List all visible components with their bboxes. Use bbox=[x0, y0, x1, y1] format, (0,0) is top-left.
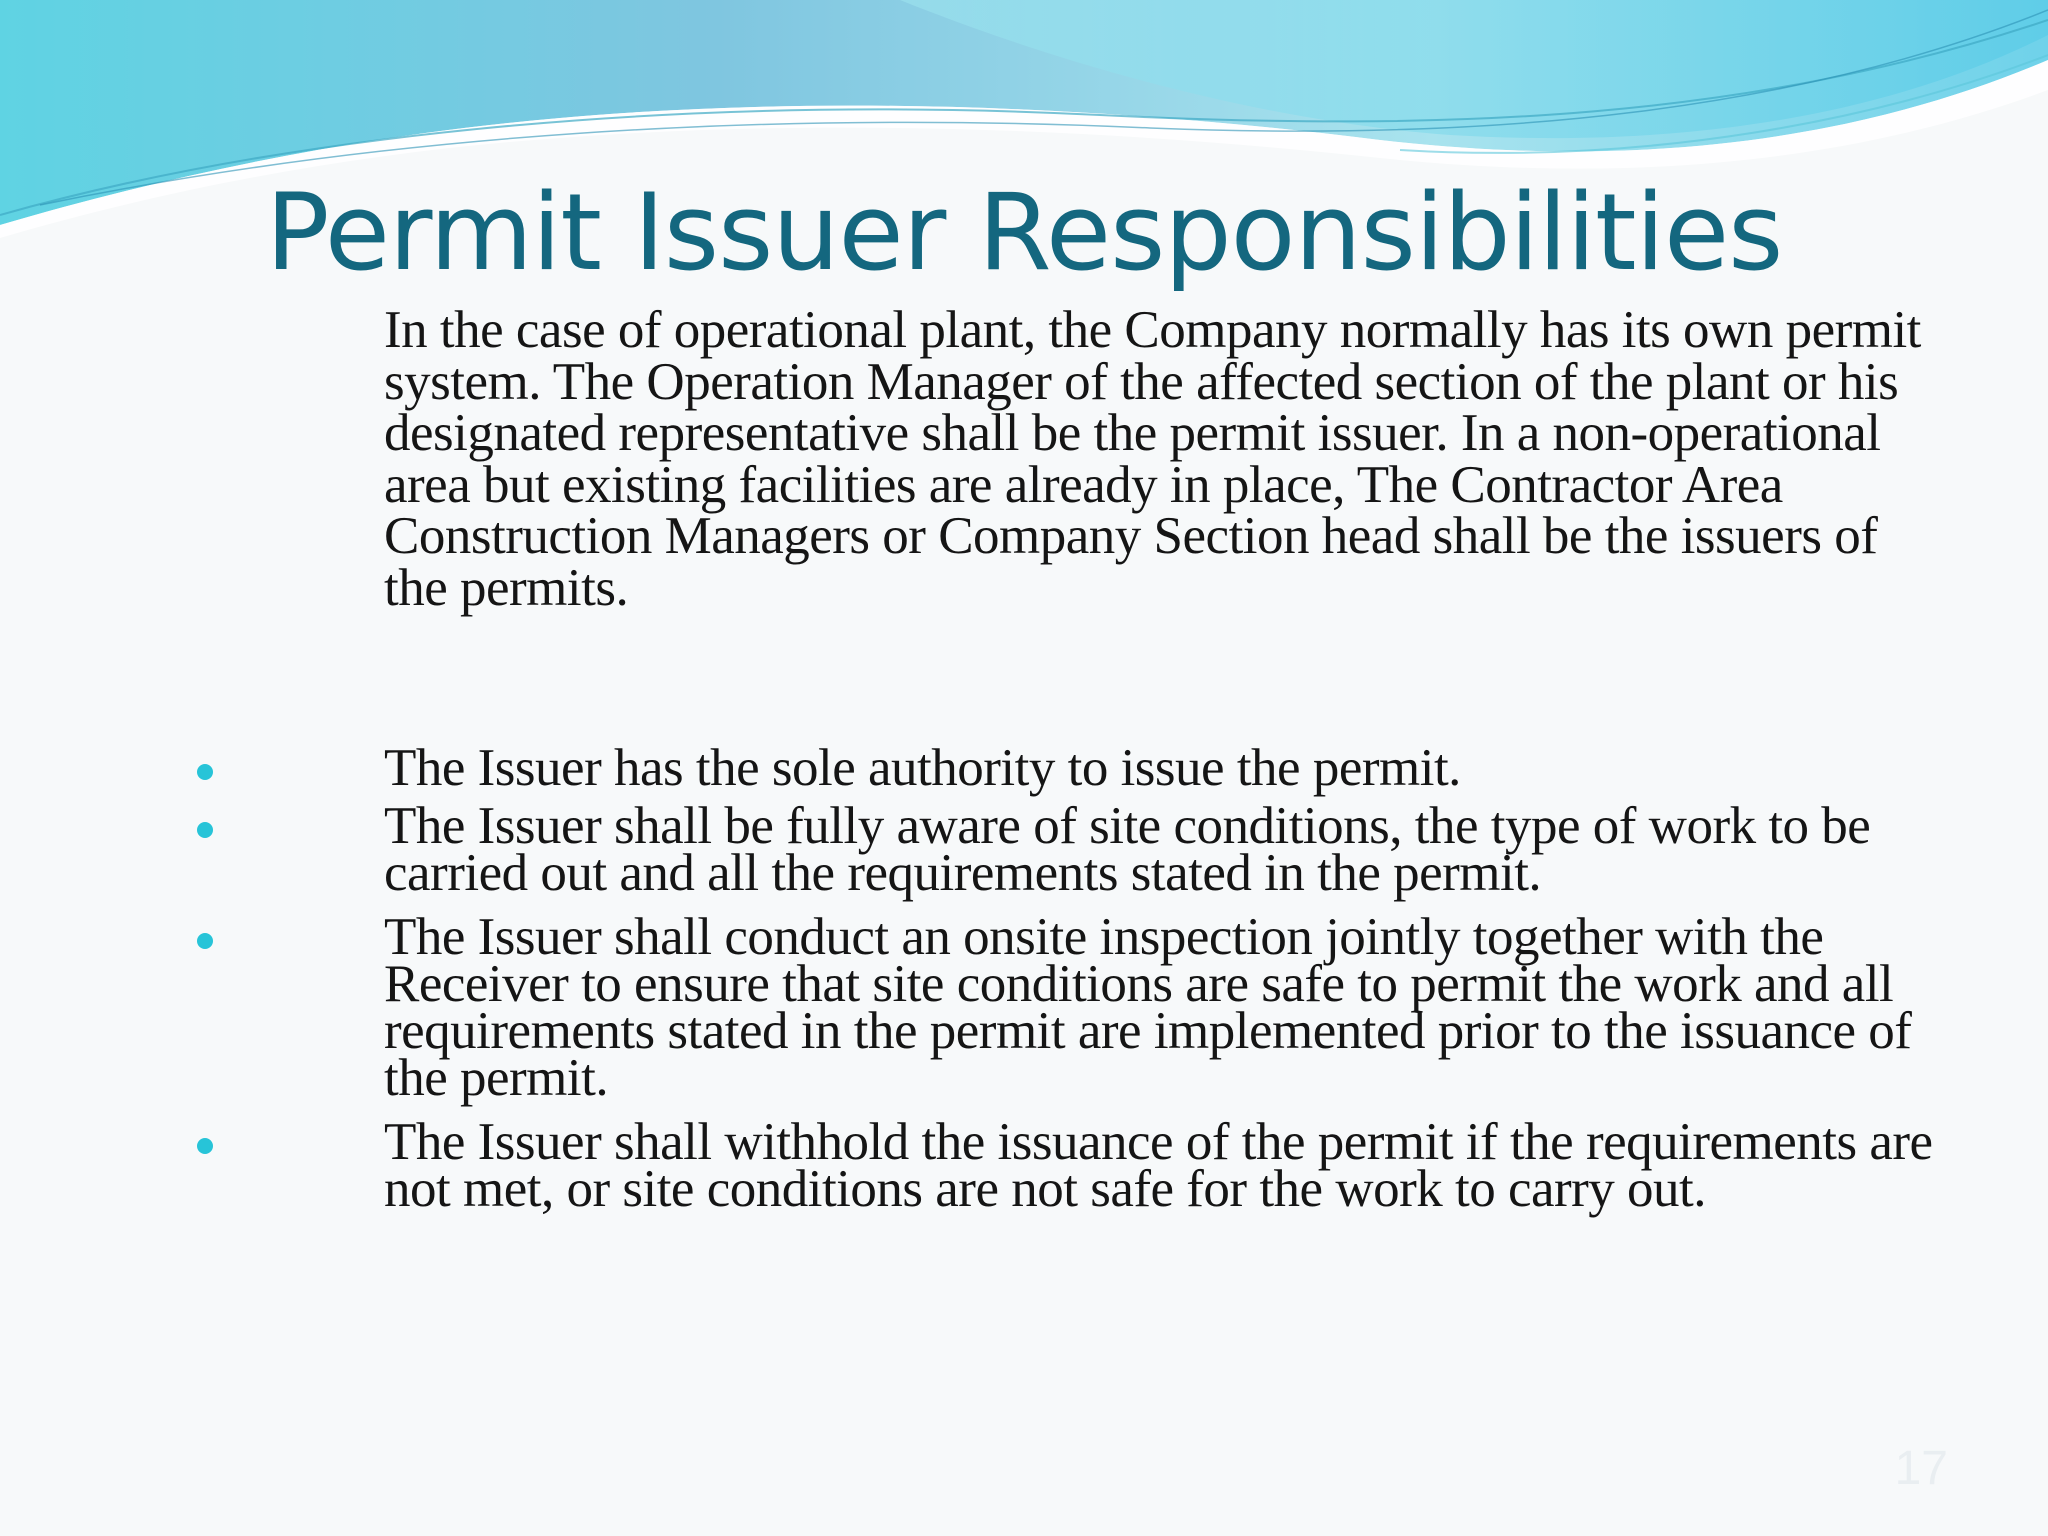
bullet-text: The Issuer has the sole authority to issue the permit. bbox=[384, 739, 1461, 797]
bullet-icon bbox=[197, 822, 213, 838]
bullet-icon bbox=[197, 764, 213, 780]
bullet-list bbox=[0, 739, 2048, 1218]
intro-paragraph: In the case of operational plant, the Company normally has its own permit system. The Operation Manager of the affected section of the plant or his designated representative shall be the permit issuer. In a non-operational area but existing facilities are already in place, The Contractor Area Construction Managers or Company Section head shall be the issuers of the permits. bbox=[384, 301, 1921, 617]
slide-title: Permit Issuer Responsibilities bbox=[265, 171, 1783, 294]
bullet-icon bbox=[197, 933, 213, 949]
bullet-text: The Issuer shall be fully aware of site conditions, the type of work to be carried out and all the requirements stated in the permit. bbox=[384, 797, 1871, 902]
list-item bbox=[0, 1113, 2048, 1218]
list-item bbox=[0, 797, 2048, 902]
list-item bbox=[0, 739, 2048, 797]
bullet-text: The Issuer shall conduct an onsite inspection jointly together with the Receiver to ensure that site conditions are safe to permit the work and all requirements stated in the permit are implemented prior to the issuance of the permit. bbox=[384, 908, 1912, 1107]
list-item bbox=[0, 908, 2048, 1107]
bullet-text: The Issuer shall withhold the issuance of the permit if the requirements are not met, or site conditions are not safe for the work to carry out. bbox=[384, 1113, 1933, 1218]
page-number: 17 bbox=[1894, 1442, 1948, 1495]
bullet-icon bbox=[197, 1138, 213, 1154]
